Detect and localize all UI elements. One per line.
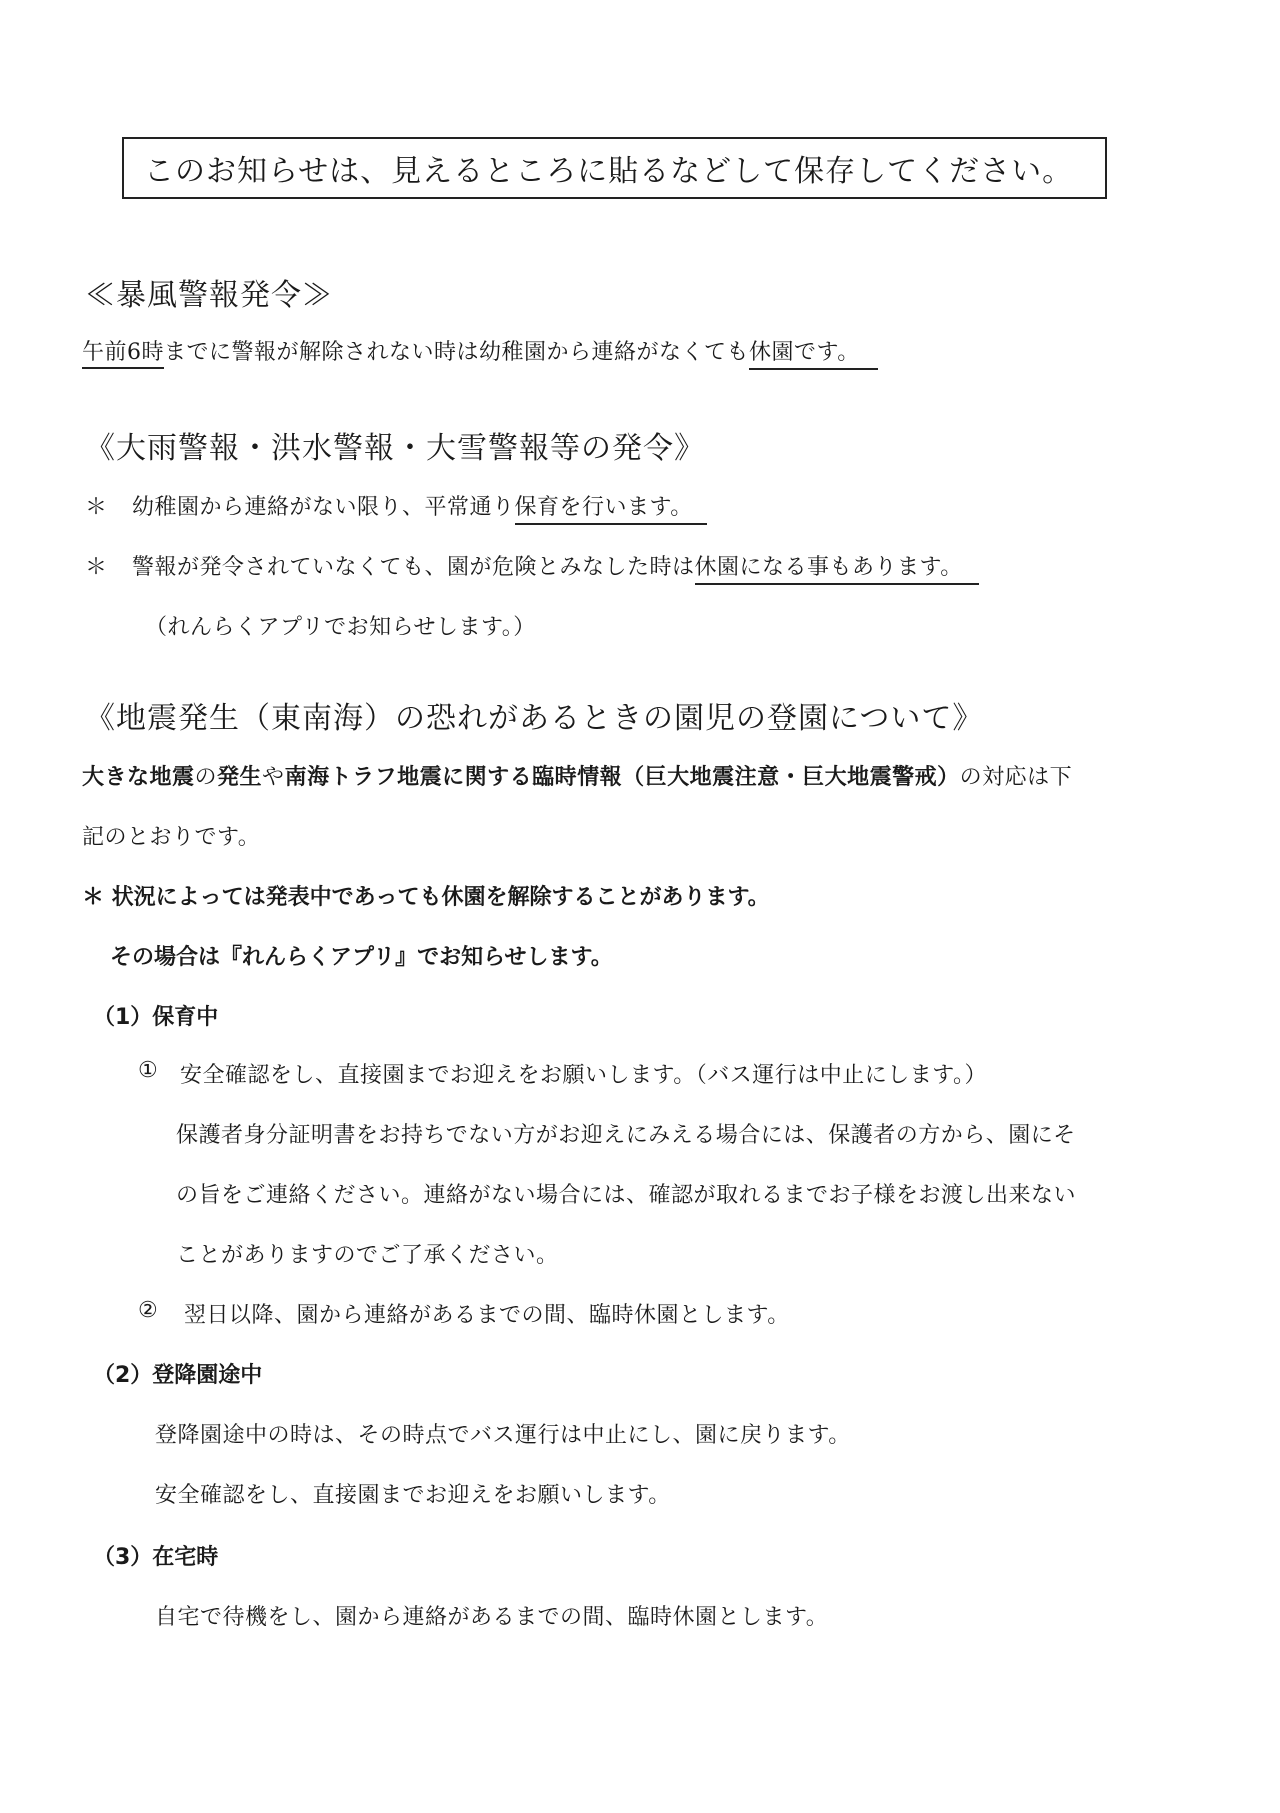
- sub3-title: （3）在宅時: [93, 1545, 219, 1570]
- sub3-line1: 自宅で待機をし、園から連絡があるまでの間、臨時休園とします。: [155, 1605, 829, 1630]
- earthquake-intro-line-2: 記のとおりです。: [82, 825, 261, 850]
- sub1-title: （1）保育中: [93, 1005, 219, 1030]
- sub1-item2-text: 翌日以降、園から連絡があるまでの間、臨時休園とします。: [184, 1303, 790, 1328]
- sub2-line2: 安全確認をし、直接園までお迎えをお願いします。: [155, 1483, 671, 1508]
- notice-box-text: このお知らせは、見えるところに貼るなどして保存してください。: [144, 154, 1074, 189]
- rain-item-2-text: 警報が発令されていなくても、園が危険とみなした時は: [132, 555, 695, 580]
- notice-box: [122, 137, 1107, 199]
- rain-item-1: [132, 490, 707, 525]
- sub2-title: （2）登降園途中: [93, 1363, 263, 1388]
- intro-normal-2: や: [262, 765, 285, 790]
- sub1-item1-line3: の旨をご連絡ください。連絡がない場合には、確認が取れるまでお子様をお渡し出来ない: [176, 1183, 1077, 1208]
- earthquake-heading: 《地震発生（東南海）の恐れがあるときの園児の登園について》: [85, 701, 984, 736]
- intro-bold-2: 発生: [217, 765, 263, 790]
- app-notice-note: （れんらくアプリでお知らせします。）: [145, 615, 536, 640]
- sub2-line1: 登降園途中の時は、その時点でバス運行は中止にし、園に戻ります。: [155, 1423, 851, 1448]
- bullet-1: ＊: [85, 495, 108, 520]
- rain-item-2: [132, 550, 979, 585]
- earthquake-intro-line-1: [82, 760, 1072, 791]
- rain-item-1-text: 幼稚園から連絡がない限り、平常通り: [132, 495, 515, 520]
- sub1-item1-text: 安全確認をし、直接園までお迎えをお願いします。（バス運行は中止にします。）: [180, 1063, 987, 1088]
- rain-item-2-underline: 休園になる事もあります。: [695, 550, 979, 585]
- bullet-2: ＊: [85, 555, 108, 580]
- storm-warning-line: [82, 335, 878, 370]
- cancel-closure-note: ＊ 状況によっては発表中であっても休園を解除することがあります。: [82, 885, 770, 910]
- storm-warning-heading: ≪暴風警報発令≫: [85, 278, 333, 313]
- storm-text: までに警報が解除されない時は幼稚園から連絡がなくても: [164, 340, 750, 365]
- intro-normal-3: の対応は下: [959, 765, 1073, 790]
- intro-normal-1: の: [194, 765, 218, 790]
- rain-warning-heading: 《大雨警報・洪水警報・大雪警報等の発令》: [85, 431, 705, 466]
- intro-bold-1: 大きな地震: [82, 765, 195, 790]
- storm-closed-underline: 休園です。: [749, 335, 878, 370]
- app-notice-bold: その場合は『れんらくアプリ』でお知らせします。: [110, 945, 613, 970]
- storm-time-underline: 午前6時: [82, 340, 164, 369]
- sub1-item1-line2: 保護者身分証明書をお持ちでない方がお迎えにみえる場合には、保護者の方から、園にそ: [176, 1123, 1076, 1148]
- intro-bold-3: 南海トラフ地震に関する臨時情報（巨大地震注意・巨大地震警戒）: [284, 765, 960, 790]
- sub1-item2-num: ②: [138, 1298, 159, 1323]
- rain-item-1-underline: 保育を行います。: [515, 490, 707, 525]
- sub1-item1-line4: ことがありますのでご了承ください。: [176, 1243, 559, 1268]
- sub1-item1-num: ①: [138, 1058, 159, 1083]
